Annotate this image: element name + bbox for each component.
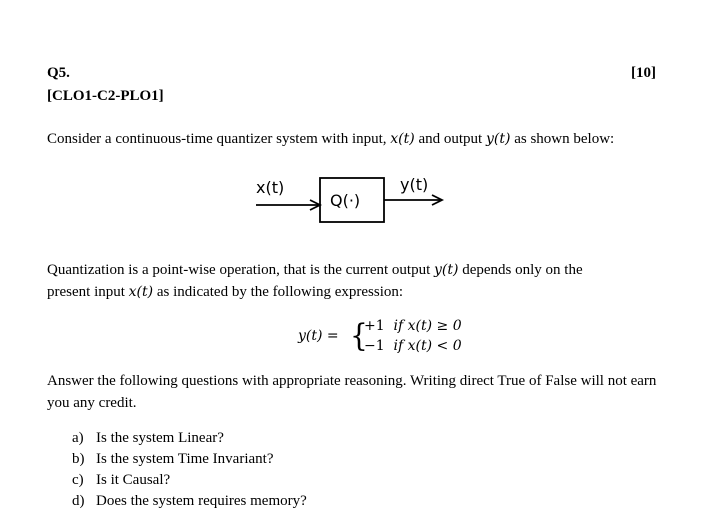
- intro-output-symbol: y(t): [485, 131, 511, 147]
- intro-text-1: Consider a continuous-time quantizer system with input,: [47, 131, 391, 147]
- question-label: a): [72, 430, 84, 446]
- case-2-condition: if x(t) < 0: [393, 338, 462, 354]
- equation-case-1: [364, 318, 462, 334]
- question-label: d): [72, 493, 85, 509]
- quantization-line-1: [47, 259, 667, 281]
- quantization-paragraph: [47, 259, 667, 303]
- quantizer-block-diagram: [250, 168, 460, 230]
- clo-tag: [CLO1-C2-PLO1]: [47, 88, 164, 104]
- p2-text-2: depends only on the: [458, 262, 583, 278]
- list-item: [72, 470, 307, 491]
- case-1-condition: if x(t) ≥ 0: [393, 318, 462, 334]
- question-list: [72, 428, 307, 512]
- piecewise-brace: {: [350, 317, 368, 354]
- marks-label: [10]: [631, 65, 656, 81]
- equation-case-2: [364, 338, 462, 354]
- intro-text-3: as shown below:: [510, 131, 615, 147]
- quantizer-label: Q(·): [330, 191, 361, 210]
- question-text: Is the system Time Invariant?: [96, 451, 274, 467]
- equation-lhs: y(t) =: [298, 328, 339, 344]
- question-text: Is the system Linear?: [96, 430, 224, 446]
- case-1-value: +1: [364, 318, 385, 334]
- diagram-output-label: y(t): [400, 175, 429, 194]
- intro-input-symbol: x(t): [390, 131, 415, 147]
- case-2-value: −1: [364, 338, 385, 354]
- p2-text-3: present input: [47, 284, 129, 300]
- p2-output-symbol: y(t): [434, 262, 459, 278]
- intro-paragraph: [47, 128, 677, 150]
- list-item: [72, 449, 307, 470]
- question-label: c): [72, 472, 84, 488]
- question-number: Q5.: [47, 65, 70, 81]
- question-text: Is it Causal?: [96, 472, 171, 488]
- question-text: Does the system requires memory?: [96, 493, 307, 509]
- p2-text-4: as indicated by the following expression:: [153, 284, 404, 300]
- list-item: [72, 428, 307, 449]
- intro-text-2: and output: [414, 131, 486, 147]
- p2-input-symbol: x(t): [128, 284, 154, 300]
- diagram-input-label: x(t): [256, 178, 285, 197]
- p2-text-1: Quantization is a point-wise operation, that is the current output: [47, 262, 434, 278]
- list-item: [72, 491, 307, 512]
- question-label: b): [72, 451, 85, 467]
- quantization-line-2: [47, 281, 667, 303]
- instructions-paragraph: Answer the following questions with appropriate reasoning. Writing direct True of False will not earn you any credit.: [47, 373, 657, 411]
